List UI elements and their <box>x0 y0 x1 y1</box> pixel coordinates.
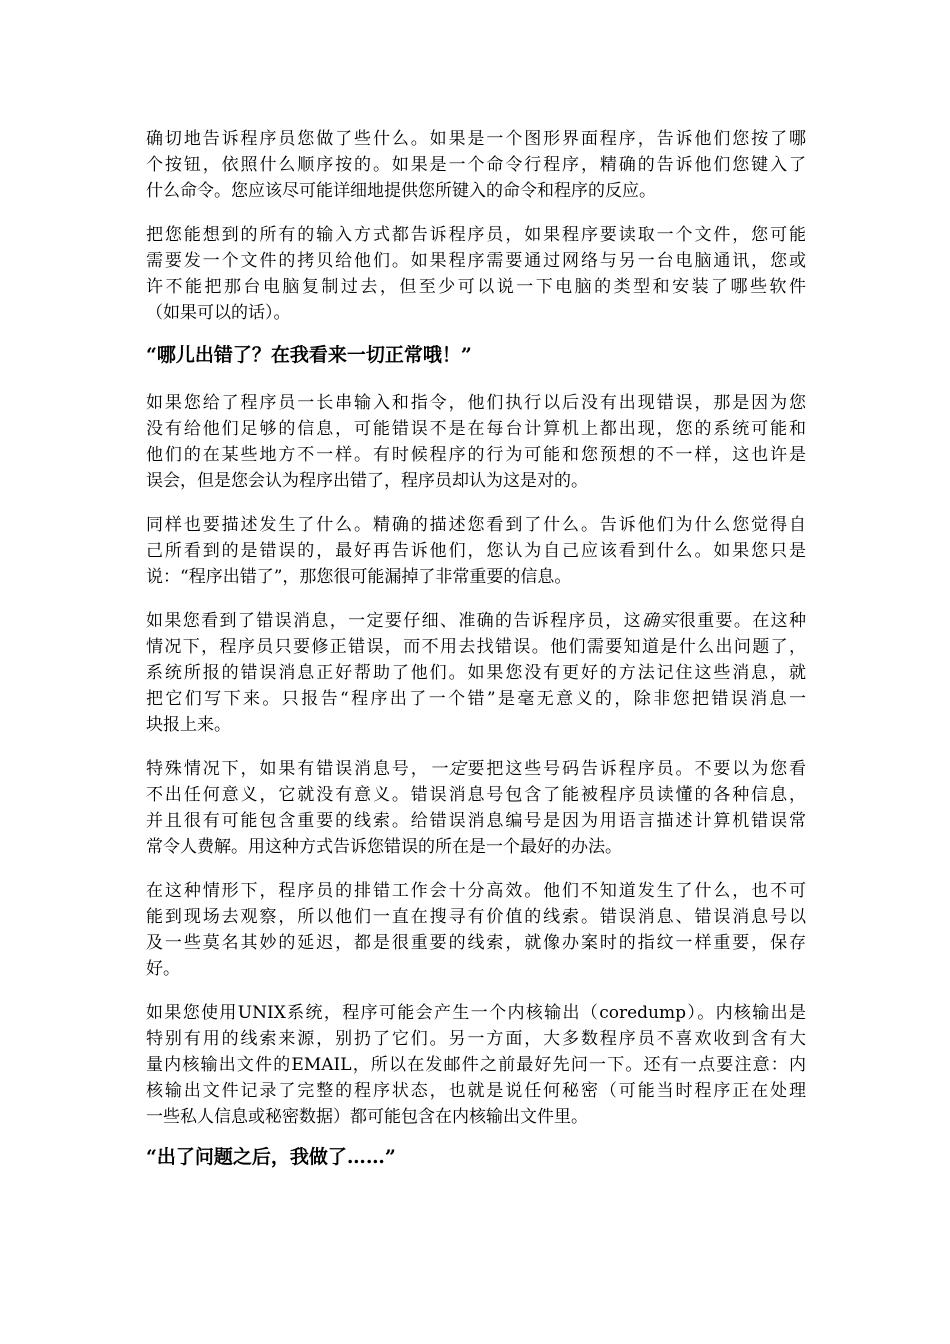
text-line: 量内核输出文件的EMAIL，所以在发邮件之前最好先问一下。还有一点要注意：内 <box>146 1055 806 1075</box>
text-line: 他们的在某些地方不一样。有时候程序的行为可能和您预想的不一样，这也许是 <box>146 445 806 465</box>
text-line: 己所看到的是错误的，最好再告诉他们，您认为自己应该看到什么。如果您只是 <box>146 541 806 561</box>
paragraph-1 <box>146 126 806 204</box>
text-line: 如果您给了程序员一长串输入和指令，他们执行以后没有出现错误，那是因为您 <box>146 393 806 413</box>
paragraph-2 <box>146 222 806 326</box>
text-line: 能到现场去观察，所以他们一直在搜寻有价值的线索。错误消息、错误消息号以 <box>146 907 806 927</box>
text-run: 特殊情况下，如果有错误消息号， <box>146 759 430 779</box>
text-line: 误会，但是您会认为程序出错了，程序员却认为这是对的。 <box>146 471 588 491</box>
text-line: 在这种情形下，程序员的排错工作会十分高效。他们不知道发生了什么，也不可 <box>146 881 806 901</box>
text-line: 同样也要描述发生了什么。精确的描述您看到了什么。告诉他们为什么您觉得自 <box>146 515 806 535</box>
text-line: 并且很有可能包含重要的线索。给错误消息编号是因为用语言描述计算机错误常 <box>146 811 806 831</box>
text-line <box>146 756 806 782</box>
text-run: 要把这些号码告诉程序员。不要以为您看 <box>467 759 807 779</box>
text-line: 确切地告诉程序员您做了些什么。如果是一个图形界面程序，告诉他们您按了哪 <box>146 129 806 149</box>
section-heading: “哪儿出错了？在我看来一切正常哦！” <box>146 344 472 366</box>
text-line <box>146 608 806 634</box>
paragraph-3 <box>146 390 806 494</box>
text-line: 个按钮，依照什么顺序按的。如果是一个命令行程序，精确的告诉他们您键入了 <box>146 155 806 175</box>
text-line: 把您能想到的所有的输入方式都告诉程序员，如果程序要读取一个文件，您可能 <box>146 225 806 245</box>
text-line: 不出任何意义，它就没有意义。错误消息号包含了能被程序员读懂的各种信息， <box>146 785 806 805</box>
text-line: 什么命令。您应该尽可能详细地提供您所键入的命令和程序的反应。 <box>146 181 656 201</box>
text-line: 系统所报的错误消息正好帮助了他们。如果您没有更好的方法记住这些消息，就 <box>146 663 806 683</box>
section-heading: “出了问题之后，我做了……” <box>146 1146 396 1168</box>
text-line: 说：“程序出错了”，那您很可能漏掉了非常重要的信息。 <box>146 567 572 587</box>
paragraph-8 <box>146 1000 806 1130</box>
text-line: 把它们写下来。只报告“程序出了一个错”是毫无意义的，除非您把错误消息一 <box>146 689 806 709</box>
text-line: 如果您使用UNIX系统，程序可能会产生一个内核输出（coredump）。内核输出是 <box>146 1003 806 1023</box>
paragraph-6 <box>146 756 806 860</box>
text-line: 许不能把那台电脑复制过去，但至少可以说一下电脑的类型和安装了哪些软件 <box>146 277 806 297</box>
text-run: 很重要。在这种 <box>678 611 807 631</box>
text-line: 及一些莫名其妙的延迟，都是很重要的线索，就像办案时的指纹一样重要，保存 <box>146 933 806 953</box>
emphasis-text: 一定 <box>429 759 468 779</box>
text-line: 块报上来。 <box>146 715 231 735</box>
text-line: 一些私人信息或秘密数据）都可能包含在内核输出文件里。 <box>146 1107 588 1127</box>
paragraph-4 <box>146 512 806 590</box>
text-line: 特别有用的线索来源，别扔了它们。另一方面，大多数程序员不喜欢收到含有大 <box>146 1029 806 1049</box>
text-line: 核输出文件记录了完整的程序状态，也就是说任何秘密（可能当时程序正在处理 <box>146 1081 806 1101</box>
text-line: 好。 <box>146 959 180 979</box>
text-line: 常令人费解。用这种方式告诉您错误的所在是一个最好的办法。 <box>146 837 622 857</box>
text-line: 情况下，程序员只要修正错误，而不用去找错误。他们需要知道是什么出问题了， <box>146 637 806 657</box>
paragraph-5 <box>146 608 806 738</box>
text-run: 如果您看到了错误消息，一定要仔细、准确的告诉程序员，这 <box>146 611 643 631</box>
text-line: 没有给他们足够的信息，可能错误不是在每台计算机上都出现，您的系统可能和 <box>146 419 806 439</box>
emphasis-text: 确实 <box>642 611 679 631</box>
paragraph-7 <box>146 878 806 982</box>
text-line: 需要发一个文件的拷贝给他们。如果程序需要通过网络与另一台电脑通讯，您或 <box>146 251 806 271</box>
text-line: （如果可以的话）。 <box>146 303 291 323</box>
